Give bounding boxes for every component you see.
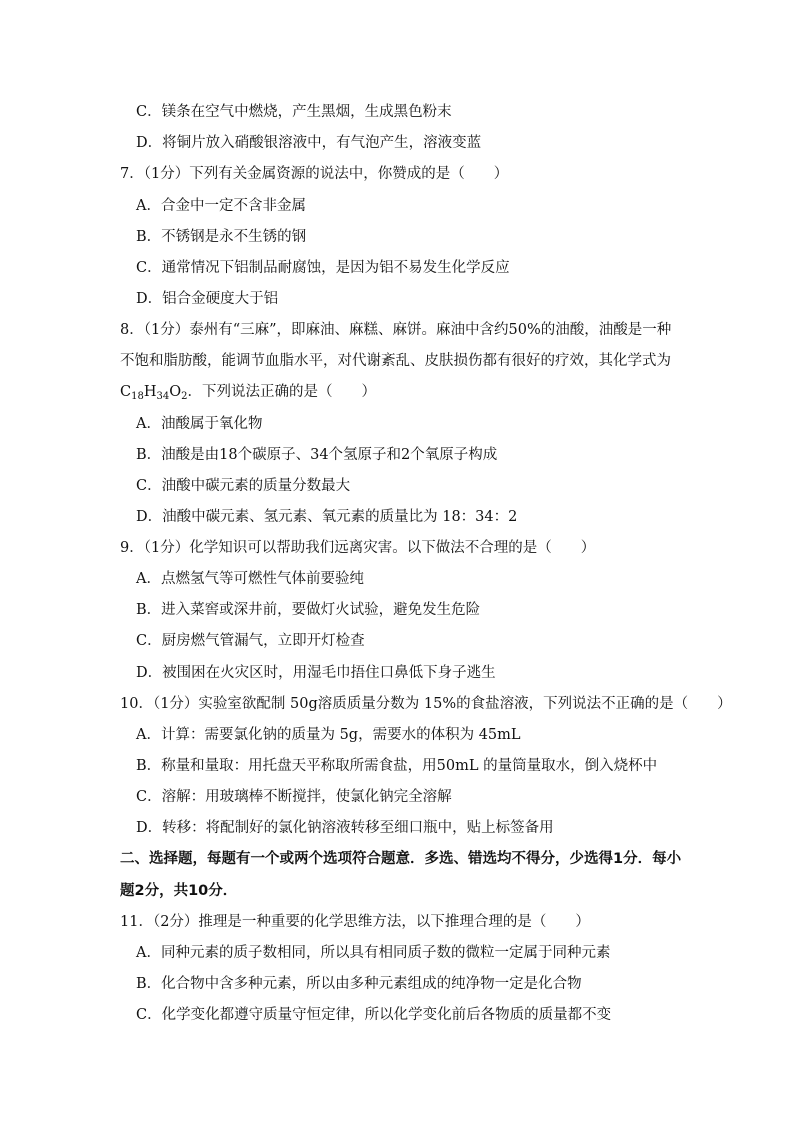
option-8b: B．油酸是由18个碳原子、34个氢原子和2个氧原子构成: [136, 447, 498, 463]
question-8-formula-line: [120, 382, 376, 402]
formula-c-count: 18: [131, 391, 144, 402]
option-10d: D．转移：将配制好的氯化钠溶液转移至细口瓶中，贴上标签备用: [136, 820, 554, 836]
option-7c: C．通常情况下铝制品耐腐蚀，是因为铝不易发生化学反应: [136, 260, 510, 276]
option-11c: C．化学变化都遵守质量守恒定律，所以化学变化前后各物质的质量都不变: [136, 1007, 612, 1023]
question-8: 8．（1分）泰州有“三麻”，即麻油、麻糕、麻饼。麻油中含约50%的油酸，油酸是一种: [120, 322, 672, 338]
formula-o: O: [169, 384, 182, 400]
option-7d: D．铝合金硬度大于铝: [136, 291, 279, 307]
section-2-heading: 二、选择题，每题有一个或两个选项符合题意．多选、错选均不得分，少选得1分．每小: [120, 851, 682, 867]
question-8-prompt: ．下列说法正确的是（ ）: [187, 384, 376, 400]
question-9: 9．（1分）化学知识可以帮助我们远离灾害。以下做法不合理的是（ ）: [120, 540, 596, 556]
formula-o-count: 2: [181, 391, 188, 402]
option-9c: C．厨房燃气管漏气，立即开灯检查: [136, 633, 365, 649]
section-2-heading-continued: 题2分，共10分．: [120, 883, 238, 899]
question-8-continued: 不饱和脂肪酸，能调节血脂水平，对代谢紊乱、皮肤损伤都有很好的疗效，其化学式为: [120, 353, 671, 369]
option-10b: B．称量和量取：用托盘天平称取所需食盐，用50mL 的量筒量取水，倒入烧杯中: [136, 758, 658, 774]
option-10c: C．溶解：用玻璃棒不断搅拌，使氯化钠完全溶解: [136, 789, 452, 805]
option-7b: B．不锈钢是永不生锈的钢: [136, 229, 307, 245]
option-8c: C．油酸中碳元素的质量分数最大: [136, 478, 351, 494]
option-8d: D．油酸中碳元素、氢元素、氧元素的质量比为 18：34：2: [136, 509, 518, 525]
formula-c: C: [120, 384, 132, 400]
option-9b: B．进入菜窖或深井前，要做灯火试验，避免发生危险: [136, 602, 481, 618]
option-6d: D．将铜片放入硝酸银溶液中，有气泡产生，溶液变蓝: [136, 135, 482, 151]
option-11b: B．化合物中含多种元素，所以由多种元素组成的纯净物一定是化合物: [136, 976, 582, 992]
question-10: 10．（1分）实验室欲配制 50g溶质质量分数为 15%的食盐溶液，下列说法不正确的是（ ）: [120, 696, 732, 712]
option-10a: A．计算：需要氯化钠的质量为 5g，需要水的体积为 45mL: [136, 727, 521, 743]
formula-h: H: [143, 384, 157, 400]
option-8a: A．油酸属于氧化物: [136, 416, 263, 432]
option-6c: C．镁条在空气中燃烧，产生黑烟，生成黑色粉末: [136, 104, 452, 120]
option-9a: A．点燃氢气等可燃性气体前要验纯: [136, 571, 364, 587]
question-7: 7．（1分）下列有关金属资源的说法中，你赞成的是（ ）: [120, 166, 509, 182]
option-7a: A．合金中一定不含非金属: [136, 198, 306, 214]
formula-h-count: 34: [156, 391, 170, 402]
option-9d: D．被围困在火灾区时，用湿毛巾捂住口鼻低下身子逃生: [136, 665, 496, 681]
option-11a: A．同种元素的质子数相同，所以具有相同质子数的微粒一定属于同种元素: [136, 945, 611, 961]
question-11: 11．（2分）推理是一种重要的化学思维方法，以下推理合理的是（ ）: [120, 914, 590, 930]
